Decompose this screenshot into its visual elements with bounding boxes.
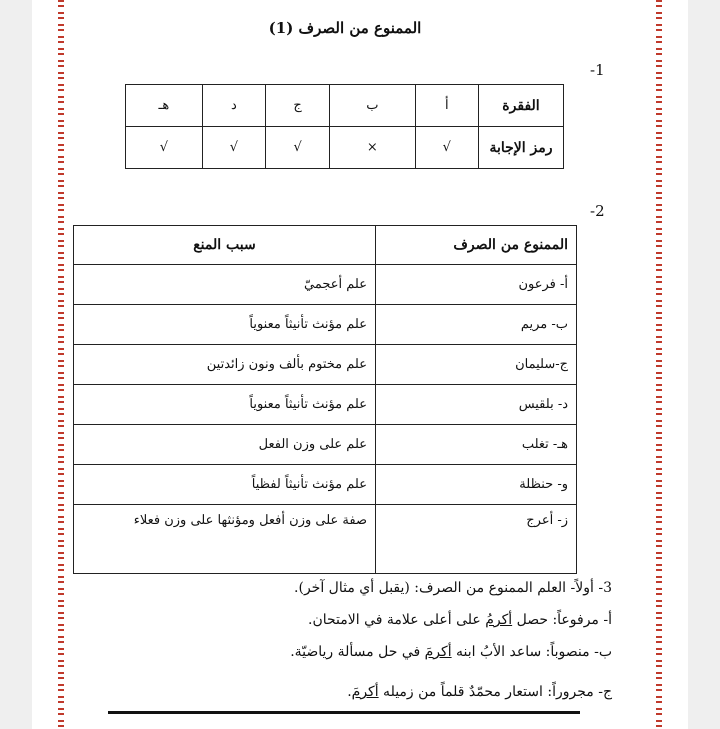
- answer-label-cell: رمز الإجابة: [479, 127, 564, 169]
- item-cell: أ: [415, 85, 478, 127]
- table-row: [74, 465, 577, 505]
- reason-cell: علم مؤنث تأنيثاً معنوياً: [74, 385, 376, 425]
- bottom-divider: [108, 711, 580, 714]
- q3-line-4-text: ج- مجروراً: استعار محمّدٌ قلماً من زميله: [378, 684, 612, 700]
- reason-cell: علم أعجميّ: [74, 265, 376, 305]
- q3-line-3-text: ب- منصوباً: ساعد الأبُ ابنه: [451, 644, 612, 660]
- item-cell: ب: [330, 85, 416, 127]
- q3-line-3-underlined: أكرمَ: [424, 644, 452, 660]
- word-cell: د- بلقيس: [376, 385, 577, 425]
- q3-line-4: [92, 679, 612, 711]
- answer-cell: √: [202, 127, 265, 169]
- answer-cell: √: [415, 127, 478, 169]
- reasons-header-row: [74, 226, 577, 265]
- reason-cell: علم مؤنث تأنيثاً لفظياً: [74, 465, 376, 505]
- q3-line-2-underlined: أكرمُ: [485, 612, 513, 628]
- table-row: [74, 385, 577, 425]
- table-row: [74, 425, 577, 465]
- q3-line-3-tail: في حل مسألة رياضيّة.: [290, 644, 425, 660]
- item-cell: ج: [266, 85, 330, 127]
- question-1-number: 1-: [590, 61, 605, 79]
- q3-line-4-tail: .: [347, 684, 352, 700]
- page-title: الممنوع من الصرف (1): [268, 19, 422, 37]
- word-cell: ب- مريم: [376, 305, 577, 345]
- q3-line-3: [92, 639, 612, 671]
- question-2-number: 2-: [590, 202, 605, 220]
- reason-cell: علم على وزن الفعل: [74, 425, 376, 465]
- reason-column-header: سبب المنع: [74, 226, 376, 265]
- answer-key-header-row: [126, 85, 564, 127]
- reasons-table: [73, 225, 577, 574]
- word-column-header: الممنوع من الصرف: [376, 226, 577, 265]
- answer-key-answer-row: [126, 127, 564, 169]
- word-cell: ج-سليمان: [376, 345, 577, 385]
- answer-cell: √: [126, 127, 203, 169]
- answer-cell: √: [266, 127, 330, 169]
- question-3-answers: [92, 575, 612, 711]
- word-cell: أ- فرعون: [376, 265, 577, 305]
- decorative-border-left: [58, 0, 64, 729]
- reason-cell: علم مؤنث تأنيثاً معنوياً: [74, 305, 376, 345]
- answer-cell: ×: [330, 127, 416, 169]
- table-row: [74, 265, 577, 305]
- reason-cell: صفة على وزن أفعل ومؤنثها على وزن فعلاء: [74, 505, 376, 574]
- item-cell: هـ: [126, 85, 203, 127]
- reason-cell: علم مختوم بألف ونون زائدتين: [74, 345, 376, 385]
- word-cell: ز- أعرج: [376, 505, 577, 574]
- table-row: [74, 505, 577, 574]
- decorative-border-right: [656, 0, 662, 729]
- item-label-cell: الفقرة: [479, 85, 564, 127]
- q3-line-2-tail: على أعلى علامة في الامتحان.: [308, 612, 486, 628]
- q3-line-2: [92, 607, 612, 639]
- table-row: [74, 345, 577, 385]
- table-row: [74, 305, 577, 345]
- word-cell: و- حنظلة: [376, 465, 577, 505]
- q3-line-1: 3- أولاً- العلم الممنوع من الصرف: (يقبل أي مثال آخر).: [294, 580, 612, 596]
- answer-key-table: [125, 84, 564, 169]
- item-cell: د: [202, 85, 265, 127]
- word-cell: هـ- تغلب: [376, 425, 577, 465]
- q3-line-2-text: أ- مرفوعاً: حصل: [512, 612, 612, 628]
- q3-line-4-underlined: أكرمَ: [351, 684, 379, 700]
